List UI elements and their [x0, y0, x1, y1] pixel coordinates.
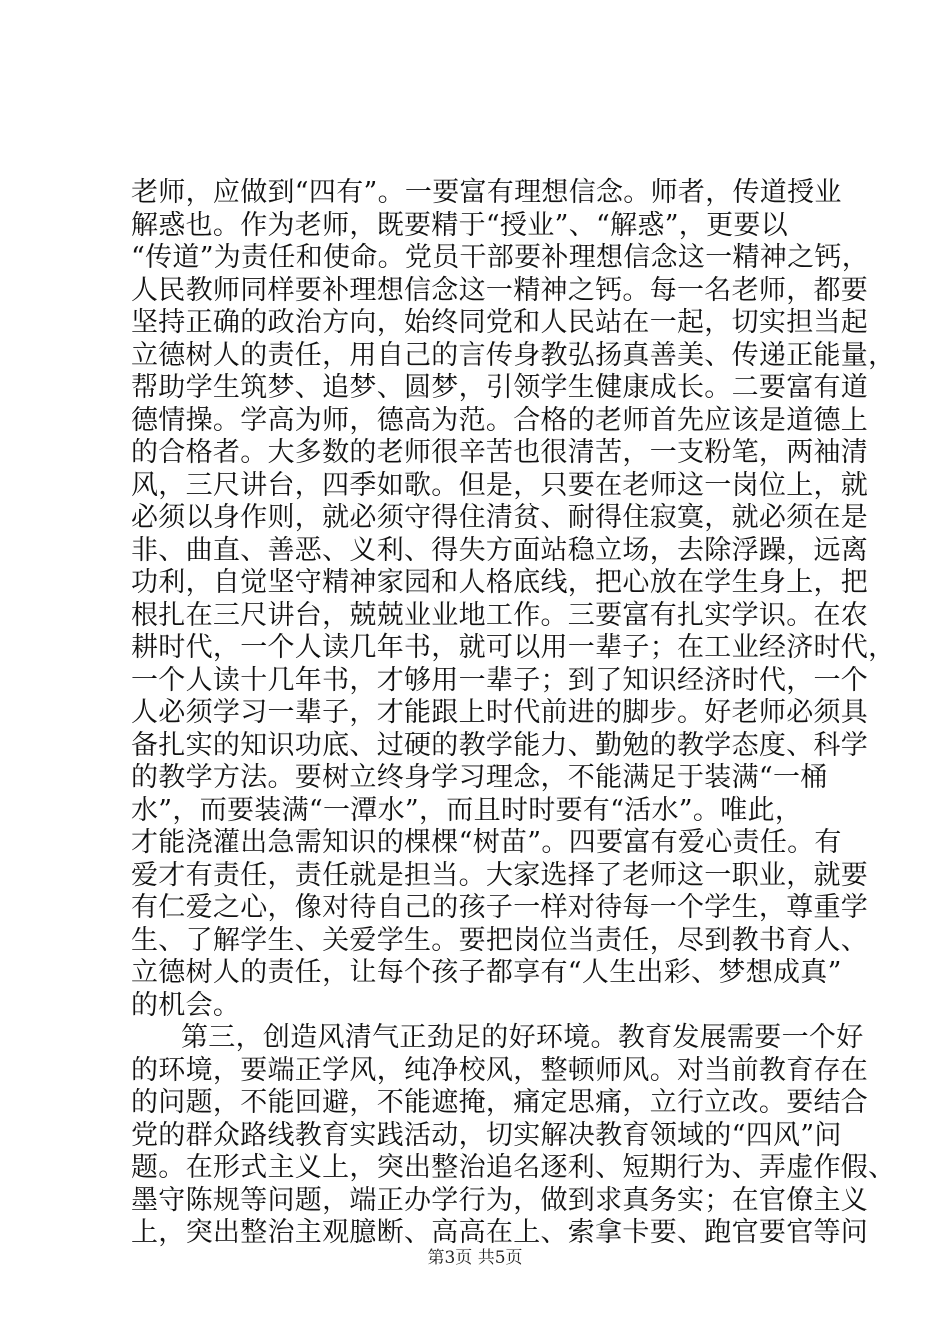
text-line: 生、了解学生、关爱学生。要把岗位当责任，尽到教书育人、	[131, 924, 869, 956]
body-text	[131, 177, 896, 1250]
text-line: 备扎实的知识功底、过硬的教学能力、勤勉的教学态度、科学	[131, 729, 869, 761]
text-line: 墨守陈规等问题，端正办学行为，做到求真务实；在官僚主义	[131, 1184, 869, 1216]
text-line: “传道”为责任和使命。党员干部要补理想信念这一精神之钙，	[131, 242, 870, 273]
text-line: 人必须学习一辈子，才能跟上时代前进的脚步。好老师必须具	[131, 697, 869, 728]
text-line: 的合格者。大多数的老师很辛苦也很清苦，一支粉笔，两袖清	[131, 437, 869, 468]
text-line: 有仁爱之心，像对待自己的孩子一样对待每一个学生，尊重学	[131, 892, 869, 923]
text-line: 的环境，要端正学风，纯净校风，整顿师风。对当前教育存在	[131, 1054, 869, 1086]
text-line: 上，突出整治主观臆断、高高在上、索拿卡要、跑官要官等问	[131, 1217, 869, 1248]
text-line: 帮助学生筑梦、追梦、圆梦，引领学生健康成长。二要富有道	[131, 372, 869, 403]
text-line: 解惑也。作为老师，既要精于“授业”、“解惑”，更要以	[131, 209, 789, 241]
text-line: 非、曲直、善恶、义利、得失方面站稳立场，去除浮躁，远离	[131, 534, 869, 566]
text-line: 的教学方法。要树立终身学习理念，不能满足于装满“一桶	[131, 762, 828, 793]
text-line: 根扎在三尺讲台，兢兢业业地工作。三要富有扎实学识。在农	[131, 599, 869, 631]
text-line: 水”，而要装满“一潭水”，而且时时要有“活水”。唯此，	[131, 794, 803, 826]
text-line: 一个人读十几年书，才够用一辈子；到了知识经济时代，一个	[131, 664, 869, 696]
text-line: 的机会。	[131, 989, 241, 1021]
text-line: 立德树人的责任，让每个孩子都享有“人生出彩、梦想成真”	[131, 957, 842, 988]
text-line: 老师，应做到“四有”。一要富有理想信念。师者，传道授业	[131, 177, 842, 208]
text-line: 才能浇灌出急需知识的棵棵“树苗”。四要富有爱心责任。有	[131, 827, 842, 858]
text-line: 耕时代，一个人读几年书，就可以用一辈子；在工业经济时代，	[131, 632, 896, 663]
paragraph-start-line: 第三，创造风清气正劲足的好环境。教育发展需要一个好	[181, 1022, 864, 1053]
text-line: 爱才有责任，责任就是担当。大家选择了老师这一职业，就要	[131, 859, 869, 891]
text-line: 人民教师同样要补理想信念这一精神之钙。每一名老师，都要	[131, 274, 869, 306]
text-line: 的问题，不能回避，不能遮掩，痛定思痛，立行立改。要结合	[131, 1087, 869, 1118]
text-line: 题。在形式主义上，突出整治追名逐利、短期行为、弄虚作假、	[131, 1152, 896, 1183]
text-line: 风，三尺讲台，四季如歌。但是，只要在老师这一岗位上，就	[131, 469, 869, 501]
text-line: 立德树人的责任，用自己的言传身教弘扬真善美、传递正能量，	[131, 339, 896, 371]
text-line: 党的群众路线教育实践活动，切实解决教育领域的“四风”问	[131, 1119, 842, 1151]
text-line: 坚持正确的政治方向，始终同党和人民站在一起，切实担当起	[131, 307, 869, 338]
page-footer: 第3页 共5页	[427, 1248, 523, 1268]
text-line: 功利，自觉坚守精神家园和人格底线，把心放在学生身上，把	[131, 567, 869, 598]
text-line: 德情操。学高为师，德高为范。合格的老师首先应该是道德上	[131, 404, 869, 436]
text-line: 必须以身作则，就必须守得住清贫、耐得住寂寞，就必须在是	[131, 502, 869, 533]
